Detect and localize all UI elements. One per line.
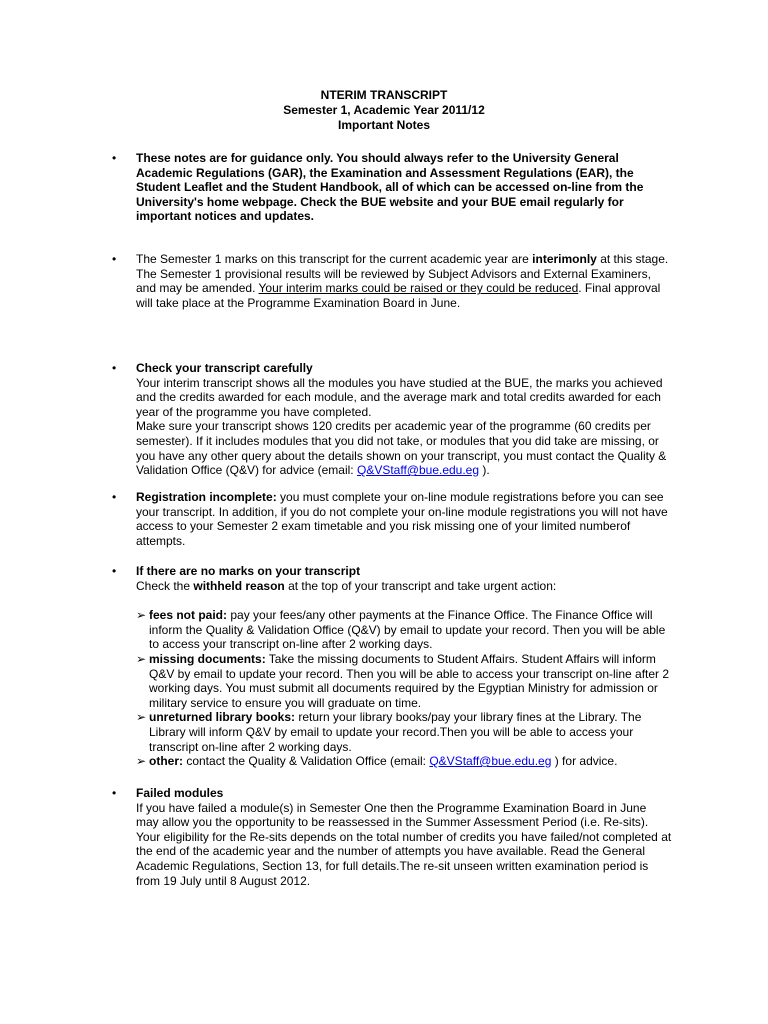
section-title: Important Notes xyxy=(337,118,430,132)
document-header xyxy=(0,88,768,133)
qv-email-link[interactable]: Q&VStaff@bue.edu.eg xyxy=(356,463,480,478)
no-marks-heading: If there are no marks on your transcript xyxy=(136,564,361,578)
bullet-dot: • xyxy=(112,786,117,800)
note-guidance xyxy=(112,151,672,224)
action-other: ➢ other: contact the Quality & Validation Office (email: Q&VStaff@bue.edu.eg ) for advice. xyxy=(136,754,618,769)
document-title: NTERIM TRANSCRIPT xyxy=(320,88,448,102)
bullet-dot: • xyxy=(112,490,117,504)
bullet-dot: • xyxy=(112,252,117,266)
bullet-dot: • xyxy=(112,361,117,375)
qv-email-link[interactable]: Q&VStaff@bue.edu.eg xyxy=(429,754,552,769)
registration-text: Registration incomplete: you must complete your on-line module registrations before you can see your transcript. In addition, if you do not complete your on-line module registrations you will not have access to your Semester 2 exam timetable and you risk missing one of your limited numberof attempts. xyxy=(136,490,668,548)
bullet-dot: • xyxy=(112,564,117,578)
check-transcript-heading: Check your transcript carefully xyxy=(136,361,313,375)
arrow-icon: ➢ xyxy=(136,651,147,666)
note-failed-modules xyxy=(112,786,672,888)
note-interim-marks xyxy=(112,252,672,310)
document-subtitle: Semester 1, Academic Year 2011/12 xyxy=(283,103,485,117)
note-registration xyxy=(112,490,672,548)
arrow-icon: ➢ xyxy=(136,754,147,769)
no-marks-intro: Check the withheld reason at the top of your transcript and take urgent action: xyxy=(136,578,557,593)
arrow-icon: ➢ xyxy=(136,608,147,623)
bullet-dot: • xyxy=(112,151,117,165)
note-no-marks xyxy=(112,564,672,769)
action-library: ➢ unreturned library books: return your library books/pay your library fines at the Library. The Library will inform Q&V by email to update your record.Then you will be able to access your transcript on-line after 2 working days. xyxy=(136,710,642,754)
interim-marks-text: The Semester 1 marks on this transcript for the current academic year are interimonly at this stage. The Semester 1 provisional results will be reviewed by Subject Advisors and External Examiners, and may be amended. Your interim marks could be raised or they could be reduced. Final approval will take place at the Programme Examination Board in June. xyxy=(136,252,669,310)
failed-modules-text: If you have failed a module(s) in Semester One then the Programme Examination Board in June may allow you the opportunity to be reassessed in the Summer Assessment Period (i.e. Re-sits). Your eligibility for the Re-sits depends on the total number of credits you have failed/not completed at the end of the academic year and the number of attempts you have available. Read the General Academic Regulations, Section 13, for full details.The re-sit unseen written examination period is from 19 July until 8 August 2012. xyxy=(136,800,672,888)
action-documents: ➢ missing documents: Take the missing documents to Student Affairs. Student Affairs will inform Q&V by email to update your record. Then you will be able to access your transcript on-line after 2 working days. You must submit all documents required by the Egyptian Ministry for admission or military service to ensure you will graduate on time. xyxy=(136,651,670,710)
check-transcript-para1: Your interim transcript shows all the modules you have studied at the BUE, the marks you achieved and the credits awarded for each module, and the average mark and total credits awarded for each year of the programme you have completed. xyxy=(136,375,663,419)
check-transcript-para2: Make sure your transcript shows 120 credits per academic year of the programme (60 credits per semester). If it includes modules that you did not take, or modules that you did take are missing, or you have any other query about the details shown on your transcript, you must contact the Quality & Validation Office (Q&V) for advice (email: Q&VStaff@bue.edu.eg ). xyxy=(136,419,667,478)
failed-modules-heading: Failed modules xyxy=(136,786,224,800)
action-fees: ➢ fees not paid: pay your fees/any other payments at the Finance Office. The Finance Office will inform the Quality & Validation Office (Q&V) by email to update your record. Then you will be able to access your transcript on-line after 2 working days. xyxy=(136,608,666,652)
arrow-icon: ➢ xyxy=(136,710,147,725)
note-check-transcript xyxy=(112,361,672,478)
guidance-text: These notes are for guidance only. You should always refer to the University General Academic Regulations (GAR), the Examination and Assessment Regulations (EAR), the Student Leaflet and the Student Handbook, all of which can be accessed on-line from the University's home webpage. Check the BUE website and your BUE email regularly for important notices and updates. xyxy=(136,151,644,224)
